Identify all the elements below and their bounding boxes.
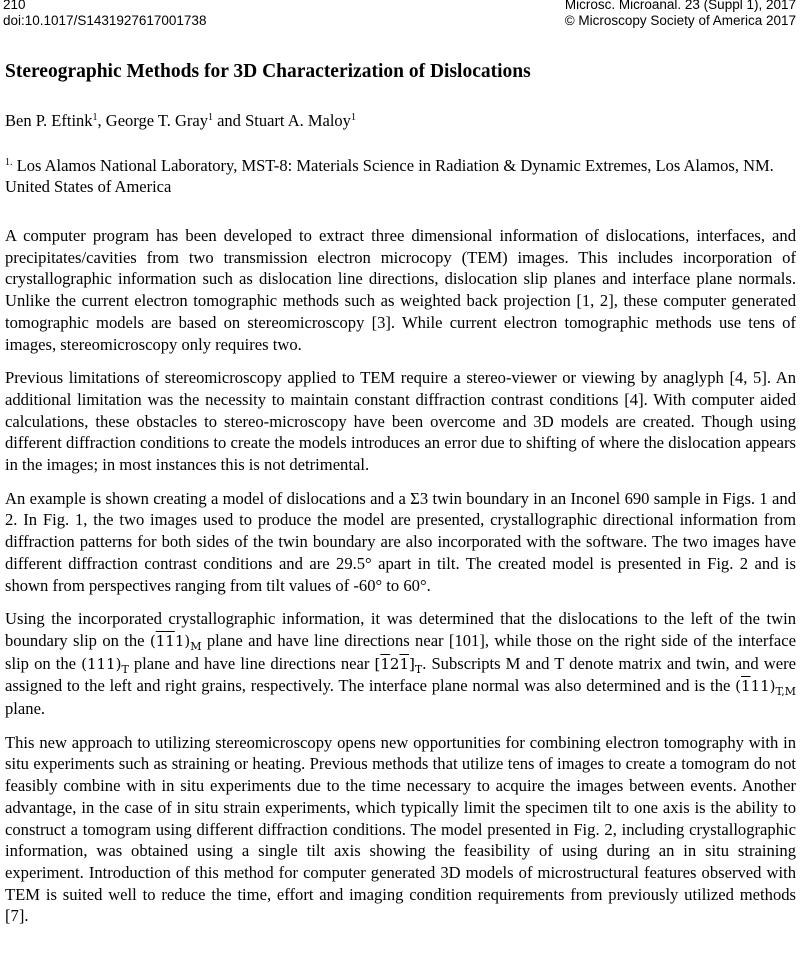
paragraph: Previous limitations of stereomicroscopy applied to TEM require a stereo-viewer or viewing by anaglyph [4, 5]. An additional limitation was the necessity to maintain constant diffraction contrast conditions [4]. With computer aided calculations, these obstacles to stereo-microscopy have been overcome and 3D models are created. Though using different diffraction conditions to create the models introduces an error due to shifting of where the dislocation appears in the images; in most instances this is not detrimental. xyxy=(5,368,796,475)
paragraph: This new approach to utilizing stereomicroscopy opens new opportunities for combining electron tomography with in situ experiments such as straining or heating. Previous methods that utilize tens of images to create a tomogram do not feasibly combine with in situ experiments due to the time necessary to acquire the images between events. Another advantage, in the case of in situ strain experiments, which typically limit the specimen tilt to one axis is the ability to construct a tomogram using different diffraction conditions. The model presented in Fig. 2, including crystallographic information, was obtained using a single tilt axis showing the feasibility of using during an in situ straining experiment. Introduction of this method for computer generated 3D models of microstructural features observed with TEM is suited well to reduce the time, effort and imaging condition requirements from previously utilized methods [7]. xyxy=(5,732,796,926)
doi: doi:10.1017/S1431927617001738 xyxy=(3,13,207,28)
math-plane-twin: $(111)_T$ xyxy=(81,654,129,676)
affiliation xyxy=(5,155,795,197)
page-number: 210 xyxy=(3,0,26,12)
math-plane-matrix: $(111)_M$ xyxy=(149,631,202,653)
affiliation-text: Los Alamos National Laboratory, MST-8: Materials Science in Radiation & Dynamic Extremes, Los Alamos, NM. United States of America xyxy=(5,156,774,196)
paragraph-crystallography: Using the incorporated crystallographic information, it was determined that the dislocations to the left of the twin boundary slip on the $(111)_M$ plane and have line directions near [101], while those on the right side of the interface slip on the $(111)_T$ plane and have line directions near $[121]_T$. Subscripts M and T denote matrix and twin, and were assigned to the left and right grains, respectively. The interface plane normal was also determined and is the $(111)_{T,M}$ plane. xyxy=(5,609,796,719)
paragraph: An example is shown creating a model of dislocations and a Σ3 twin boundary in an Inconel 690 sample in Figs. 1 and 2. In Fig. 1, the two images used to produce the model are presented, crystallographic directional information from diffraction patterns for both sides of the twin boundary are also incorporated with the software. The two images have different diffraction contrast conditions and are 29.5° apart in tilt. The created model is presented in Fig. 2 and is shown from perspectives ranging from tilt values of -60° to 60°. xyxy=(5,488,796,595)
author-name: Ben P. Eftink xyxy=(5,111,93,130)
copyright: © Microscopy Society of America 2017 xyxy=(564,13,796,28)
math-direction-twin: $[121]_T$ xyxy=(374,654,423,676)
abstract-body xyxy=(5,225,796,939)
affiliation-mark: 1. xyxy=(5,157,13,168)
affiliation-mark: 1 xyxy=(207,112,213,123)
paragraph: A computer program has been developed to extract three dimensional information of dislocations, interfaces, and precipitates/cavities from two transmission electron microcopy (TEM) images. This includes incorporation of crystallographic information such as dislocation line directions, dislocation slip planes and interface plane normals. Unlike the current electron tomographic methods such as weighted back projection [1, 2], these computer generated tomographic models are based on stereomicroscopy [3]. While current electron tomographic methods use tens of images, stereomicroscopy only requires two. xyxy=(5,226,796,354)
affiliation-mark: 1 xyxy=(350,112,356,123)
journal-citation: Microsc. Microanal. 23 (Suppl 1), 2017 xyxy=(564,0,796,12)
author-name: George T. Gray xyxy=(105,111,208,130)
author-list: Ben P. Eftink$^1$, George T. Gray$^1$ and Stuart A. Maloy$^1$ xyxy=(5,111,356,130)
author-name: Stuart A. Maloy xyxy=(245,111,351,130)
affiliation-mark: 1 xyxy=(92,112,98,123)
paper-title: Stereographic Methods for 3D Characterization of Dislocations xyxy=(5,61,531,82)
math-interface-plane: $(111)_{T,M}$ xyxy=(735,677,796,699)
